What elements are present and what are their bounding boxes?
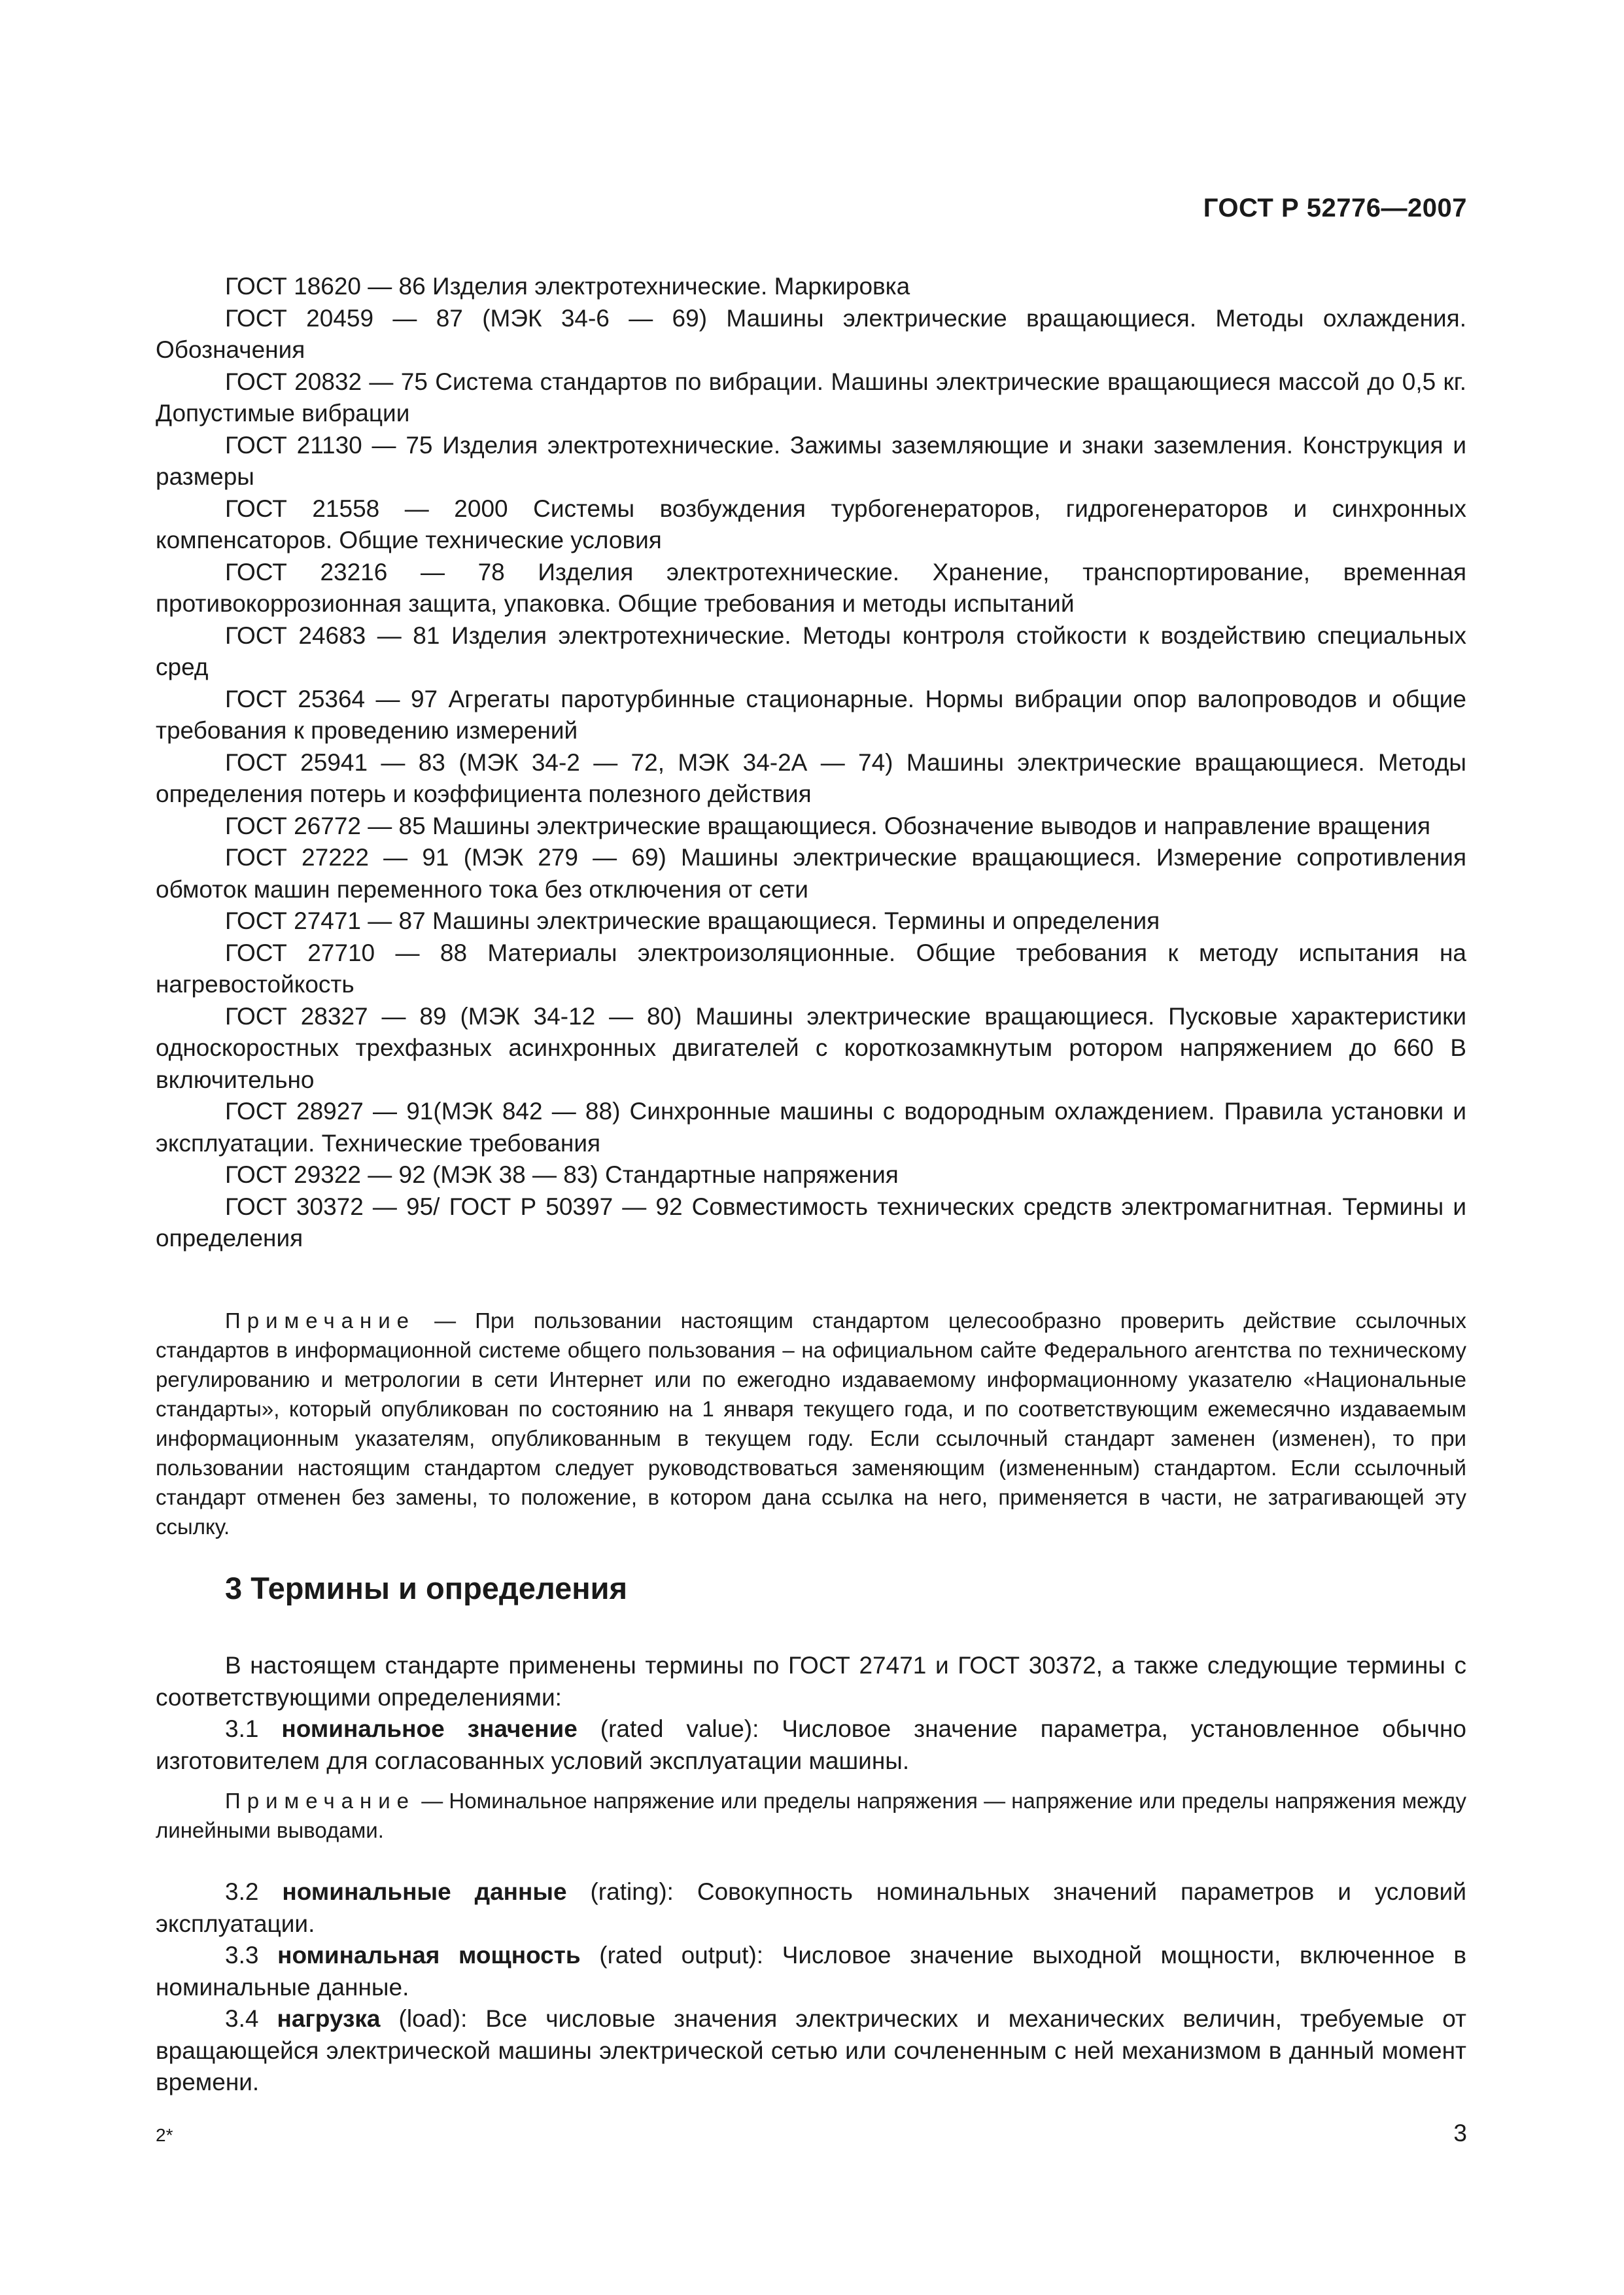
reference-item: ГОСТ 26772 — 85 Машины электрические вращающиеся. Обозначение выводов и направление вращения bbox=[225, 812, 1431, 839]
reference-item: ГОСТ 29322 — 92 (МЭК 38 — 83) Стандартные напряжения bbox=[225, 1161, 899, 1188]
document-code-header: ГОСТ Р 52776—2007 bbox=[1203, 194, 1467, 222]
reference-item: ГОСТ 20832 — 75 Система стандартов по вибрации. Машины электрические вращающиеся массой до 0,5 кг. Допустимые вибрации bbox=[156, 368, 1466, 427]
section-heading: 3 Термины и определения bbox=[225, 1571, 627, 1605]
note-text: — Номинальное напряжение или пределы напряжения — напряжение или пределы напряжения между линейными выводами. bbox=[156, 1789, 1466, 1842]
term-name: номинальное значение bbox=[281, 1715, 578, 1742]
term-name: номинальная мощность bbox=[277, 1942, 581, 1969]
reference-item: ГОСТ 25364 — 97 Агрегаты паротурбинные стационарные. Нормы вибрации опор валопроводов и общие требования к проведению измерений bbox=[156, 685, 1466, 744]
note-label: Примечание bbox=[225, 1308, 416, 1333]
term-name: номинальные данные bbox=[282, 1878, 567, 1905]
reference-item: ГОСТ 20459 — 87 (МЭК 34-6 — 69) Машины электрические вращающиеся. Методы охлаждения. Обозначения bbox=[156, 304, 1466, 363]
page-number: 3 bbox=[1453, 2120, 1467, 2146]
reference-item: ГОСТ 18620 — 86 Изделия электротехнические. Маркировка bbox=[225, 273, 910, 300]
reference-item: ГОСТ 25941 — 83 (МЭК 34-2 — 72, МЭК 34-2А — 74) Машины электрические вращающиеся. Методы определения потерь и коэффициента полезного действия bbox=[156, 748, 1466, 807]
terms-intro-block bbox=[156, 1650, 1466, 1777]
reference-item: ГОСТ 28327 — 89 (МЭК 34-12 — 80) Машины электрические вращающиеся. Пусковые характеристики односкоростных трехфазных асинхронных двигателей с короткозамкнутым ротором напряжением до 660 В включительно bbox=[156, 1002, 1466, 1093]
footer-sheet-mark: 2* bbox=[156, 2125, 173, 2145]
note-text: — При пользовании настоящим стандартом целесообразно проверить действие ссылочных стандартов в информационной системе общего пользования – на официальном сайте Федерального агентства по техническому регулированию и метрологии в сети Интернет или по ежегодно издаваемому информационному указателю «Национальные стандарты», который опубликован по состоянию на 1 января текущего года, и по соответствующим ежемесячно издаваемым информационным указателям, опубликованным в текущем году. Если ссылочный стандарт заменен (изменен), то при пользовании настоящим стандартом следует руководствоваться заменяющим (измененным) стандартом. Если ссылочный стандарт отменен без замены, то положение, в котором дана ссылка на него, применяется в части, не затрагивающей эту ссылку. bbox=[156, 1308, 1466, 1539]
reference-item: ГОСТ 21558 — 2000 Системы возбуждения турбогенераторов, гидрогенераторов и синхронных компенсаторов. Общие технические условия bbox=[156, 495, 1466, 553]
term-note bbox=[156, 1786, 1466, 1845]
term-entry: 3.1 номинальное значение (rated value): Числовое значение параметра, установленное обычно изготовителем для согласованных условий эксплуатации машины. bbox=[156, 1715, 1467, 1774]
terms-list bbox=[156, 1876, 1466, 2099]
reference-item: ГОСТ 28927 — 91(МЭК 842 — 88) Синхронные машины с водородным охлаждением. Правила установки и эксплуатации. Технические требования bbox=[156, 1098, 1466, 1157]
references-note bbox=[156, 1306, 1466, 1541]
note-label: Примечание bbox=[225, 1789, 416, 1813]
reference-item: ГОСТ 30372 — 95/ ГОСТ Р 50397 — 92 Совместимость технических средств электромагнитная. Термины и определения bbox=[156, 1193, 1466, 1252]
reference-item: ГОСТ 27471 — 87 Машины электрические вращающиеся. Термины и определения bbox=[225, 907, 1160, 934]
reference-item: ГОСТ 21130 — 75 Изделия электротехнические. Зажимы заземляющие и знаки заземления. Конструкция и размеры bbox=[156, 431, 1466, 490]
reference-item: ГОСТ 24683 — 81 Изделия электротехнические. Методы контроля стойкости к воздействию специальных сред bbox=[156, 622, 1466, 680]
reference-item: ГОСТ 23216 — 78 Изделия электротехнические. Хранение, транспортирование, временная противокоррозионная защита, упаковка. Общие требования и методы испытаний bbox=[156, 558, 1466, 617]
term-entry: 3.2 номинальные данные (rating): Совокупность номинальных значений параметров и условий эксплуатации. bbox=[156, 1878, 1466, 1937]
normative-references-list bbox=[156, 271, 1466, 1255]
term-entry: 3.4 нагрузка (load): Все числовые значения электрических и механических величин, требуемые от вращающейся электрической машины электрической сетью или сочлененным с ней механизмом в данный момент времени. bbox=[156, 2005, 1467, 2095]
reference-item: ГОСТ 27222 — 91 (МЭК 279 — 69) Машины электрические вращающиеся. Измерение сопротивления обмоток машин переменного тока без отключения от сети bbox=[156, 844, 1466, 903]
terms-intro: В настоящем стандарте применены термины по ГОСТ 27471 и ГОСТ 30372, а также следующие термины с соответствующими определениями: bbox=[156, 1652, 1466, 1711]
term-name: нагрузка bbox=[277, 2005, 381, 2032]
reference-item: ГОСТ 27710 — 88 Материалы электроизоляционные. Общие требования к методу испытания на нагревостойкость bbox=[156, 939, 1466, 998]
term-entry: 3.3 номинальная мощность (rated output): Числовое значение выходной мощности, включенное в номинальные данные. bbox=[156, 1942, 1467, 2001]
